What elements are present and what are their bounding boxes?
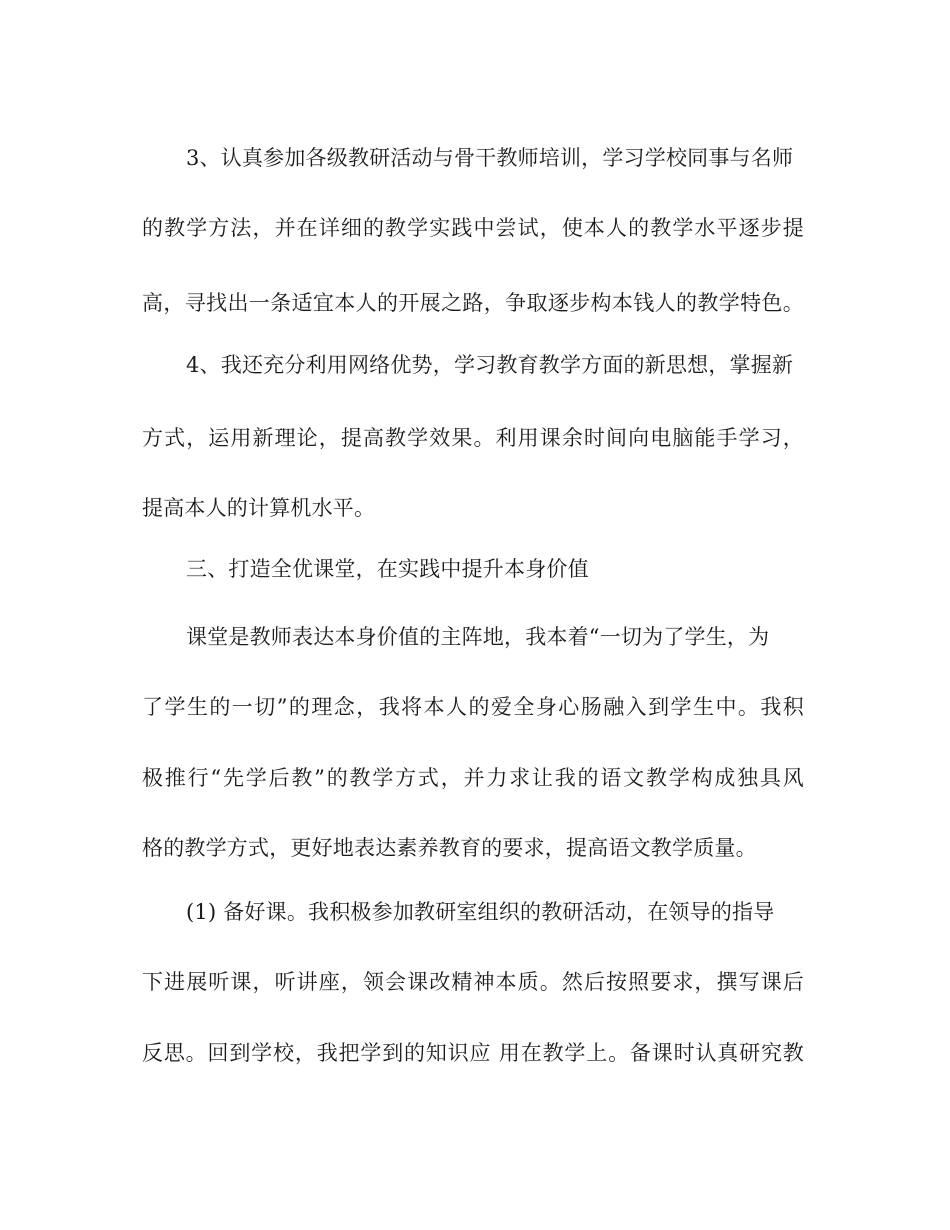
paragraph-6-line-1: (1) 备好课。我积极参加教研室组织的教研活动，在领导的指导 [186,900,775,924]
paragraph-4-line-1: 4、我还充分利用网络优势，学习教育教学方面的新思想，掌握新 [186,353,794,377]
paragraph-4-line-3: 提高本人的计算机水平。 [142,496,376,520]
paragraph-5-line-4: 格的教学方式，更好地表达素养教育的要求，提高语文教学质量。 [142,836,757,860]
paragraph-3-line-1: 3、认真参加各级教研活动与骨干教师培训，学习学校同事与名师 [186,146,794,170]
paragraph-5-line-2: 了学生的一切”的理念，我将本人的爱全身心肠融入到学生中。我积 [142,695,804,719]
paragraph-6-line-2: 下进展听课，听讲座，领会课改精神本质。然后按照要求，撰写课后 [142,970,804,994]
paragraph-5-line-3: 极推行“先学后教”的教学方式，并力求让我的语文教学构成独具风 [142,766,804,790]
paragraph-6-line-3: 反思。回到学校，我把学到的知识应 用在教学上。备课时认真研究教 [142,1041,804,1065]
section-heading: 三、打造全优课堂，在实践中提升本身价值 [186,557,589,581]
paragraph-5-line-1: 课堂是教师表达本身价值的主阵地，我本着“一切为了学生，为 [186,625,770,649]
paragraph-4-line-2: 方式，运用新理论，提高教学效果。利用课余时间向电脑能手学习， [142,426,804,450]
paragraph-3-line-3: 高，寻找出一条适宜本人的开展之路，争取逐步构本钱人的教学特色。 [142,291,804,315]
paragraph-3-line-2: 的教学方法，并在详细的教学实践中尝试，使本人的教学水平逐步提 [142,216,804,240]
